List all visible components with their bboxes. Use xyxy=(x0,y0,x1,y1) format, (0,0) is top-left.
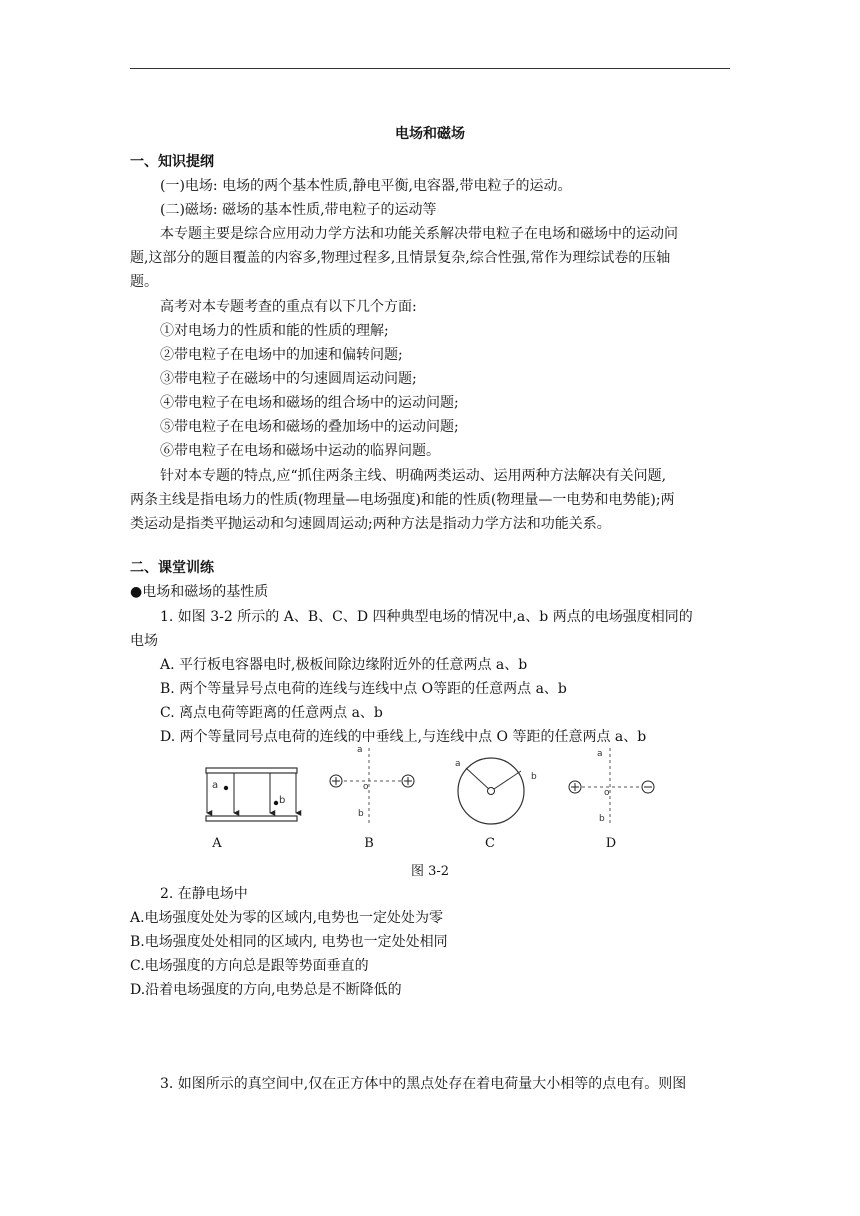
topic-bullet: ●电场和磁场的基性质 xyxy=(130,584,269,600)
point-label-a: a xyxy=(212,780,219,791)
focus-point: ①对电场力的性质和能的性质的理解; xyxy=(160,323,389,339)
focus-point: ④带电粒子在电场和磁场的组合场中的运动问题; xyxy=(160,395,459,411)
question-3-stem: 3. 如图所示的真空间中,仅在正方体中的黑点处存在着电荷量大小相等的点电有。则图 xyxy=(160,1076,687,1092)
question-1-option-a: A. 平行板电容器电时,极板间除边缘附近外的任意两点 a、b xyxy=(160,657,528,673)
svg-text:o: o xyxy=(604,788,610,798)
svg-text:b: b xyxy=(358,809,364,819)
focus-lead: 高考对本专题考查的重点有以下几个方面: xyxy=(160,299,417,315)
focus-point: ②带电粒子在电场中的加速和偏转问题; xyxy=(160,347,403,363)
paragraph-line: 本专题主要是综合应用动力学方法和功能关系解决带电粒子在电场和磁场中的运动问 xyxy=(160,226,678,242)
question-2-option-a: A.电场强度处处为零的区域内,电势也一定处处为零 xyxy=(130,910,444,926)
svg-text:a: a xyxy=(357,745,363,755)
focus-point: ⑤带电粒子在电场和磁场的叠加场中的运动问题; xyxy=(160,419,459,435)
svg-text:a: a xyxy=(455,759,461,769)
figure-label-c: C xyxy=(485,836,495,851)
diagram-c-point-charge xyxy=(458,758,524,824)
focus-point: ⑥带电粒子在电场和磁场中运动的临界问题。 xyxy=(160,443,440,459)
question-1-stem-cont: 电场 xyxy=(130,633,158,649)
question-2-option-b: B.电场强度处处相同的区域内, 电势也一定处处相同 xyxy=(130,934,448,950)
figure-label-d: D xyxy=(605,836,617,851)
section-1-heading: 一、知识提纲 xyxy=(130,154,214,170)
figure-caption: 图 3-2 xyxy=(410,864,450,879)
outline-item: (二)磁场: 磁场的基本性质,带电粒子的运动等 xyxy=(160,202,437,218)
page-title: 电场和磁场 xyxy=(395,126,465,142)
diagram-d-like-charges xyxy=(569,748,654,826)
question-2-option-c: C.电场强度的方向总是跟等势面垂直的 xyxy=(130,958,369,974)
question-2-option-d: D.沿着电场强度的方向,电势总是不断降低的 xyxy=(130,982,402,998)
question-1-option-b: B. 两个等量异号点电荷的连线与连线中点 O等距的任意两点 a、b xyxy=(160,681,567,697)
svg-text:a: a xyxy=(597,749,603,759)
question-1-option-d: D. 两个等量同号点电荷的连线的中垂线上,与连线中点 O 等距的任意两点 a、b xyxy=(160,729,647,745)
svg-text:b: b xyxy=(531,772,537,782)
svg-text:o: o xyxy=(363,782,369,792)
outline-item: (一)电场: 电场的两个基本性质,静电平衡,电容器,带电粒子的运动。 xyxy=(160,178,572,194)
figure-label-a: A xyxy=(212,836,222,851)
point-label-b: b xyxy=(279,795,286,806)
header-rule xyxy=(130,68,730,69)
paragraph-line: 题,这部分的题目覆盖的内容多,物理过程多,且情景复杂,综合性强,常作为理综试卷的压轴 xyxy=(130,250,671,266)
focus-point: ③带电粒子在磁场中的匀速圆周运动问题; xyxy=(160,371,417,387)
question-1-stem: 1. 如图 3-2 所示的 A、B、C、D 四种典型电场的情况中,a、b 两点的电场强度相同的 xyxy=(160,609,693,625)
paragraph-line: 类运动是指类平抛运动和匀速圆周运动;两种方法是指动力学方法和功能关系。 xyxy=(130,516,611,532)
paragraph-line: 两条主线是指电场力的性质(物理量—电场强度)和能的性质(物理量—一电势和电势能);两 xyxy=(130,492,675,508)
diagram-a-capacitor xyxy=(206,768,297,821)
diagram-b-opposite-charges xyxy=(330,748,414,826)
svg-text:b: b xyxy=(599,814,605,824)
paragraph-line: 题。 xyxy=(130,274,158,290)
section-2-heading: 二、课堂训练 xyxy=(130,560,214,576)
figure-label-b: B xyxy=(364,836,374,851)
question-1-option-c: C. 离点电荷等距离的任意两点 a、b xyxy=(160,705,383,721)
paragraph-line: 针对本专题的特点,应“抓住两条主线、明确两类运动、运用两种方法解决有关问题, xyxy=(160,468,667,484)
question-2-stem: 2. 在静电场中 xyxy=(160,886,248,902)
